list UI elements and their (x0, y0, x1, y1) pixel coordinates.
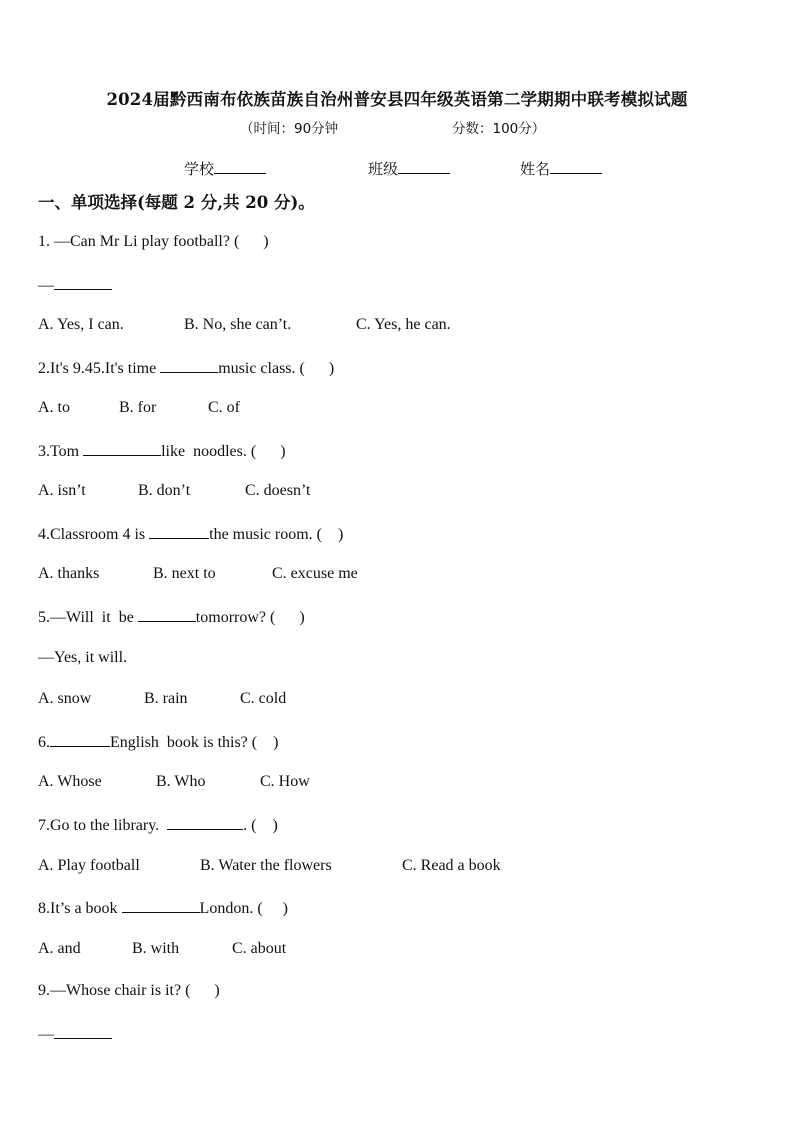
question-2-text-end: music class. ( ) (218, 360, 335, 377)
answer-dash: — (38, 1026, 54, 1043)
question-3-text-start: 3.Tom (38, 443, 84, 460)
school-label: 学校 (184, 160, 215, 178)
question-7-text-end: . ( ) (243, 817, 278, 834)
section-heading: 一、单项选择(每题 2 分,共 20 分)。 (38, 193, 315, 212)
option-b[interactable]: B. Water the flowers (200, 857, 332, 874)
question-5-blank[interactable] (138, 607, 196, 622)
option-a[interactable]: A. thanks (38, 565, 100, 582)
question-6-text-end: English book is this? ( ) (110, 734, 279, 751)
question-1: 1. —Can Mr Li play football? ( ) (38, 233, 269, 250)
question-6-text-start: 6. (38, 734, 50, 751)
question-5-answer-line: —Yes, it will. (38, 649, 128, 666)
option-c[interactable]: C. cold (240, 690, 287, 707)
question-6 (38, 732, 278, 752)
option-c[interactable]: C. Yes, he can. (356, 316, 451, 333)
option-a[interactable]: A. snow (38, 690, 92, 707)
class-label: 班级 (368, 160, 399, 178)
option-a[interactable]: A. Play football (38, 857, 140, 874)
name-label: 姓名 (520, 160, 551, 178)
question-5-text-end: tomorrow? ( ) (195, 609, 305, 626)
question-1-answer-line (38, 275, 112, 295)
answer-blank[interactable] (54, 275, 112, 290)
question-8-blank[interactable] (122, 898, 200, 913)
answer-blank[interactable] (54, 1024, 112, 1039)
question-6-blank[interactable] (50, 732, 110, 747)
option-b[interactable]: B. with (132, 940, 180, 957)
class-field (368, 158, 450, 179)
question-2-blank[interactable] (160, 358, 218, 373)
exam-title: 2024届黔西南布依族苗族自治州普安县四年级英语第二学期期中联考模拟试题 (106, 90, 688, 109)
question-2 (38, 358, 334, 378)
question-2-text-start: 2.It's 9.45.It's time (38, 360, 161, 377)
question-9: 9.—Whose chair is it? ( ) (38, 982, 220, 999)
option-c[interactable]: C. How (260, 773, 310, 790)
exam-time: （时间：90分钟 (240, 121, 339, 137)
answer-dash: — (38, 277, 54, 294)
question-7-blank[interactable] (167, 815, 243, 830)
question-3-blank[interactable] (83, 441, 161, 456)
school-blank[interactable] (214, 159, 266, 174)
option-c[interactable]: C. about (232, 940, 287, 957)
name-field (520, 158, 602, 179)
question-7-text-start: 7.Go to the library. (38, 817, 168, 834)
option-b[interactable]: B. No, she can’t. (184, 316, 292, 333)
question-7 (38, 815, 278, 835)
option-c[interactable]: C. doesn’t (245, 482, 311, 499)
option-a[interactable]: A. to (38, 399, 70, 416)
question-5 (38, 607, 305, 627)
question-5-text-start: 5.—Will it be (38, 609, 138, 626)
option-b[interactable]: B. next to (153, 565, 216, 582)
option-c[interactable]: C. of (208, 399, 240, 416)
option-c[interactable]: C. excuse me (272, 565, 358, 582)
exam-score: 分数：100分） (452, 121, 546, 137)
school-field (184, 158, 266, 179)
question-8 (38, 898, 288, 918)
option-a[interactable]: A. and (38, 940, 81, 957)
option-b[interactable]: B. for (119, 399, 157, 416)
class-blank[interactable] (398, 159, 450, 174)
option-b[interactable]: B. don’t (138, 482, 191, 499)
question-4-text-start: 4.Classroom 4 is (38, 526, 150, 543)
question-4 (38, 524, 343, 544)
question-3-text-end: like noodles. ( ) (161, 443, 286, 460)
question-9-answer-line (38, 1024, 112, 1044)
question-4-text-end: the music room. ( ) (209, 526, 344, 543)
option-b[interactable]: B. rain (144, 690, 188, 707)
question-3 (38, 441, 286, 461)
question-8-text-end: London. ( ) (199, 900, 288, 917)
option-b[interactable]: B. Who (156, 773, 206, 790)
question-8-text-start: 8.It’s a book (38, 900, 122, 917)
option-c[interactable]: C. Read a book (402, 857, 501, 874)
question-4-blank[interactable] (149, 524, 209, 539)
option-a[interactable]: A. Yes, I can. (38, 316, 124, 333)
option-a[interactable]: A. Whose (38, 773, 102, 790)
name-blank[interactable] (550, 159, 602, 174)
option-a[interactable]: A. isn’t (38, 482, 86, 499)
